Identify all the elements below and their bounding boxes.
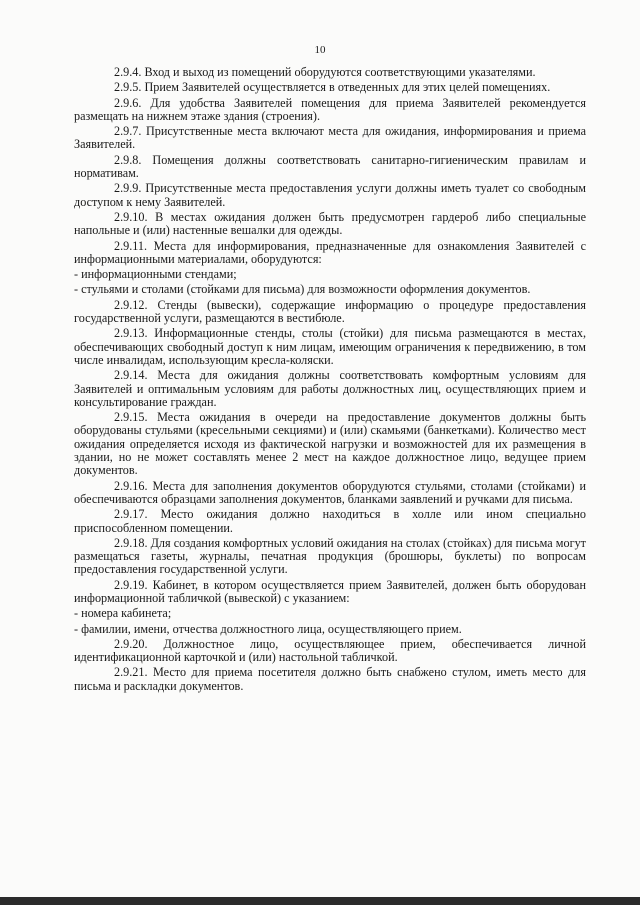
paragraph-2-9-4: 2.9.4. Вход и выход из помещений оборудуются соответствующими указателями. <box>114 65 536 79</box>
paragraph-2-9-19: 2.9.19. Кабинет, в котором осуществляется прием Заявителей, должен быть оборудован информационной табличкой (вывеской) с указанием: <box>74 577 586 605</box>
paragraph-2-9-9: 2.9.9. Присутственные места предоставления услуги должны иметь туалет со свободным доступом к нему Заявителей. <box>74 181 586 209</box>
paragraph-2-9-8: 2.9.8. Помещения должны соответствовать санитарно-гигиеническим правилам и нормативам. <box>74 152 586 181</box>
paragraph-2-9-21: 2.9.21. Место для приема посетителя должно быть снабжено стулом, иметь место для письма и раскладки документов. <box>74 665 586 693</box>
scan-edge <box>0 897 640 905</box>
paragraph-2-9-10: 2.9.10. В местах ожидания должен быть предусмотрен гардероб либо специальные напольные и (или) настенные вешалки для одежды. <box>74 209 586 238</box>
paragraph-2-9-6: 2.9.6. Для удобства Заявителей помещения для приема Заявителей рекомендуется размещать на нижнем этаже здания (строения). <box>74 95 586 123</box>
paragraph-2-9-12: 2.9.12. Стенды (вывески), содержащие информацию о процедуре предоставления государственной услуги, размещаются в вестибюле. <box>74 297 586 326</box>
list-item: - стульями и столами (стойками для письма) для возможности оформления документов. <box>74 282 531 297</box>
list-item: - информационными стендами; <box>74 267 237 282</box>
paragraph-2-9-13: 2.9.13. Информационные стенды, столы (стойки) для письма размещаются в местах, обеспечивающих свободный доступ к ним лицам, имеющим ограничения к передвижению, в том числе инвалидам, использующим кресла-коляски. <box>74 326 586 367</box>
document-body <box>74 66 586 695</box>
paragraph-2-9-11: 2.9.11. Места для информирования, предназначенные для ознакомления Заявителей с информационными материалами, оборудуются: <box>74 238 586 266</box>
paragraph-2-9-18: 2.9.18. Для создания комфортных условий ожидания на столах (стойках) для письма могут размещаться газеты, журналы, печатная продукция (брошюры, буклеты) по вопросам предоставления государственной услуги. <box>74 535 586 577</box>
paragraph-2-9-20: 2.9.20. Должностное лицо, осуществляющее прием, обеспечивается личной идентификационной карточкой и (или) настольной табличкой. <box>74 636 586 665</box>
paragraph-2-9-7: 2.9.7. Присутственные места включают места для ожидания, информирования и приема Заявителей. <box>74 124 586 152</box>
paragraph-2-9-17: 2.9.17. Место ожидания должно находиться в холле или ином специально приспособленном помещении. <box>74 507 586 535</box>
paragraph-2-9-15: 2.9.15. Места ожидания в очереди на предоставление документов должны быть оборудованы стульями (кресельными секциями) и (или) скамьями (банкетками). Количество мест ожидания определяется исходя из фактической нагрузки и возможностей для их размещения в здании, но не может составлять менее 2 мест на каждое должностное лицо, ведущее прием документов. <box>74 410 586 478</box>
list-item: - номера кабинета; <box>74 606 172 621</box>
paragraph-2-9-14: 2.9.14. Места для ожидания должны соответствовать комфортным условиям для Заявителей и оптимальным условиям для работы должностных лиц, осуществляющих прием и консультирование граждан. <box>74 368 586 409</box>
list-item: - фамилии, имени, отчества должностного лица, осуществляющего прием. <box>74 621 462 636</box>
paragraph-2-9-5: 2.9.5. Прием Заявителей осуществляется в отведенных для этих целей помещениях. <box>114 80 551 95</box>
page-number: 10 <box>314 44 326 56</box>
paragraph-2-9-16: 2.9.16. Места для заполнения документов оборудуются стульями, столами (стойками) и обеспечиваются образцами заполнения документов, бланками заявлений и ручками для письма. <box>74 478 586 506</box>
